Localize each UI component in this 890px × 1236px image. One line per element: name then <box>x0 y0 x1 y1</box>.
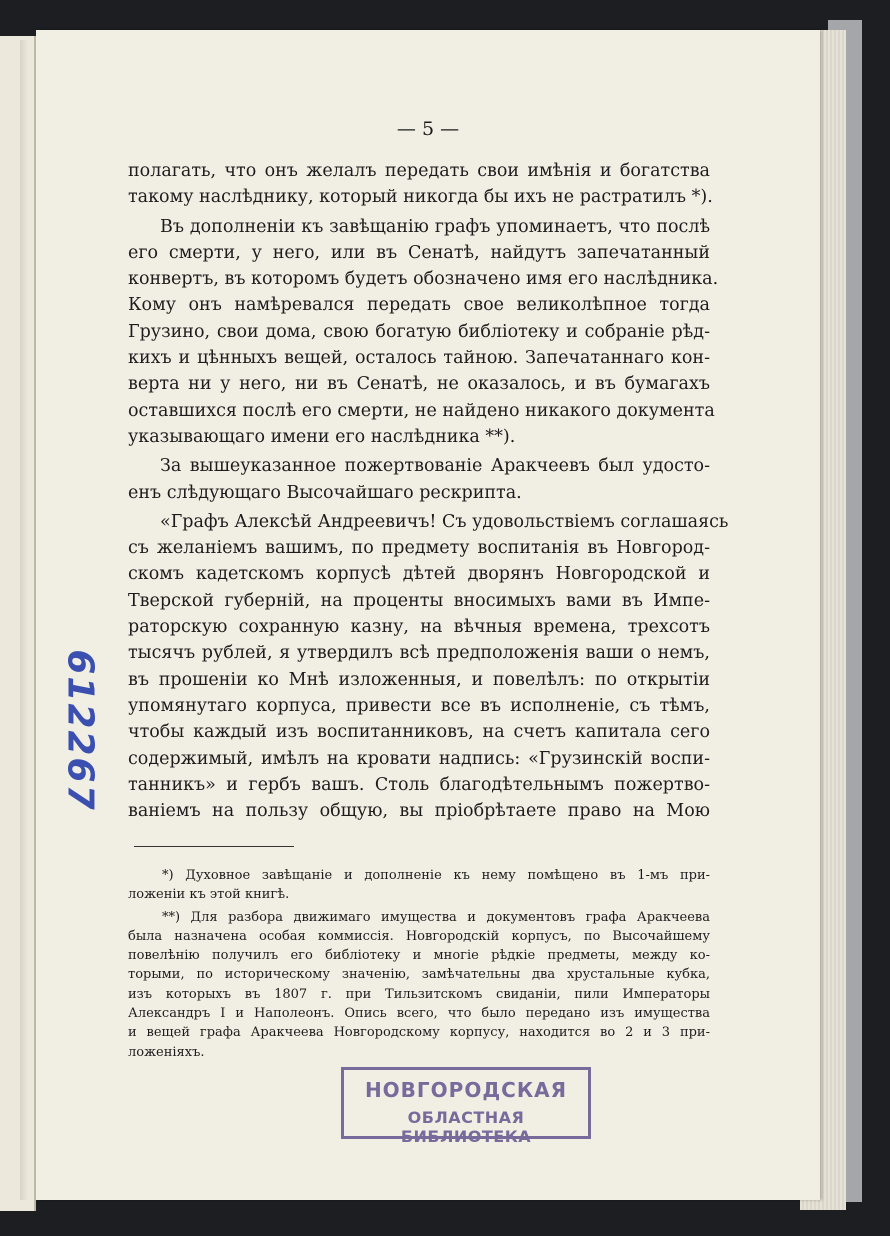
body-text-line: упомянутаго корпуса, привести все въ исполненіе, съ тѣмъ, <box>128 695 710 716</box>
footnote-line: *) Духовное завѣщаніе и дополненіе къ нему помѣщено въ 1-мъ при- <box>162 868 710 883</box>
body-text-line: ваніемъ на пользу общую, вы пріобрѣтаете право на Мою <box>128 801 710 822</box>
book-page <box>36 30 820 1200</box>
footnotes <box>128 866 710 1062</box>
stamp-line-1: НОВГОРОДСКАЯ <box>364 1078 568 1102</box>
body-text-line: Въ дополненіи къ завѣщанію графъ упоминаетъ, что послѣ <box>160 216 710 237</box>
body-text-line: енъ слѣдующаго Высочайшаго рескрипта. <box>128 482 522 503</box>
body-text-line: его смерти, у него, или въ Сенатѣ, найдутъ запечатанный <box>128 242 710 263</box>
inventory-number: 612267 <box>59 649 101 812</box>
body-text-line: полагать, что онъ желалъ передать свои имѣнія и богатства <box>128 161 710 181</box>
body-text-line: чтобы каждый изъ воспитанниковъ, на счетъ капитала сего <box>128 722 710 743</box>
footnote-line: **) Для разбора движимаго имущества и документовъ графа Аракчеева <box>162 909 710 925</box>
body-text-line: раторскую сохранную казну, на вѣчныя времена, трехсотъ <box>128 617 710 638</box>
body-text-line: За вышеуказанное пожертвованіе Аракчеевъ был удосто- <box>160 456 710 477</box>
adjacent-page-edge <box>20 40 28 1200</box>
footnote-rule <box>134 846 294 847</box>
body-text-line: конвертъ, въ которомъ будетъ обозначено имя его наслѣдника. <box>128 269 719 290</box>
body-text-line: «Графъ Алексѣй Андреевичъ! Съ удовольствіемъ соглашаясь <box>160 511 729 532</box>
page-number: — 5 — <box>396 118 460 140</box>
footnote-line: повелѣнію получилъ его библіотеку и многіе рѣдкіе предметы, между ко- <box>128 948 710 964</box>
footnote-line: торыми, по историческому значенію, замѣчательны два хрустальные кубка, <box>128 967 710 983</box>
body-text-line: Кому онъ намѣревался передать свое великолѣпное тогда <box>128 295 710 316</box>
stamp-line-2: ОБЛАСТНАЯ БИБЛИОТЕКА <box>400 1108 532 1146</box>
body-text-line: оставшихся послѣ его смерти, не найдено никакого документа <box>128 400 715 421</box>
body-text-line: съ желаніемъ вашимъ, по предмету воспитанія въ Новгород- <box>128 538 710 559</box>
footnote-line: ложеніяхъ. <box>128 1044 205 1060</box>
footnote-line: и вещей графа Аракчеева Новгородскому корпусу, находится во 2 и 3 при- <box>128 1025 710 1041</box>
body-text-line: верта ни у него, ни въ Сенатѣ, не оказалось, и въ бумагахъ <box>128 374 710 395</box>
body-text-line: такому наслѣднику, который никогда бы ихъ не растратилъ *). <box>128 187 713 208</box>
footnote-line: была назначена особая коммиссія. Новгородскій корпусъ, по Высочайшему <box>128 928 710 944</box>
body-text-line: кихъ и цѣнныхъ вещей, осталось тайною. Запечатаннаго кон- <box>128 348 710 369</box>
body-text-line: тысячъ рублей, я утвердилъ всѣ предположенія ваши о немъ, <box>128 643 710 664</box>
footnote-line: изъ которыхъ въ 1807 г. при Тильзитскомъ свиданіи, пили Императоры <box>128 986 710 1002</box>
library-stamp <box>341 1067 591 1146</box>
footnote-line: Александръ I и Наполеонъ. Опись всего, что было передано изъ имущества <box>128 1006 710 1022</box>
footnote-line: ложеніи къ этой книгѣ. <box>128 887 290 903</box>
body-text-line: танникъ» и гербъ вашъ. Столь благодѣтельнымъ пожертво- <box>128 774 710 795</box>
body-text-line: въ прошеніи ко Мнѣ изложенныя, и повелѣлъ: по открытіи <box>128 669 710 690</box>
body-text-line: скомъ кадетскомъ корпусѣ дѣтей дворянъ Новгородской и <box>128 564 710 585</box>
body-text <box>128 158 729 824</box>
adjacent-page <box>0 36 36 1211</box>
body-text-line: содержимый, имѣлъ на кровати надпись: «Грузинскій воспи- <box>128 748 710 769</box>
body-text-line: Тверской губерній, на проценты вносимыхъ вами въ Импе- <box>128 590 710 611</box>
body-text-line: указывающаго имени его наслѣдника **). <box>128 426 516 447</box>
body-text-line: Грузино, свои дома, свою богатую библіотеку и собраніе рѣд- <box>128 321 710 342</box>
